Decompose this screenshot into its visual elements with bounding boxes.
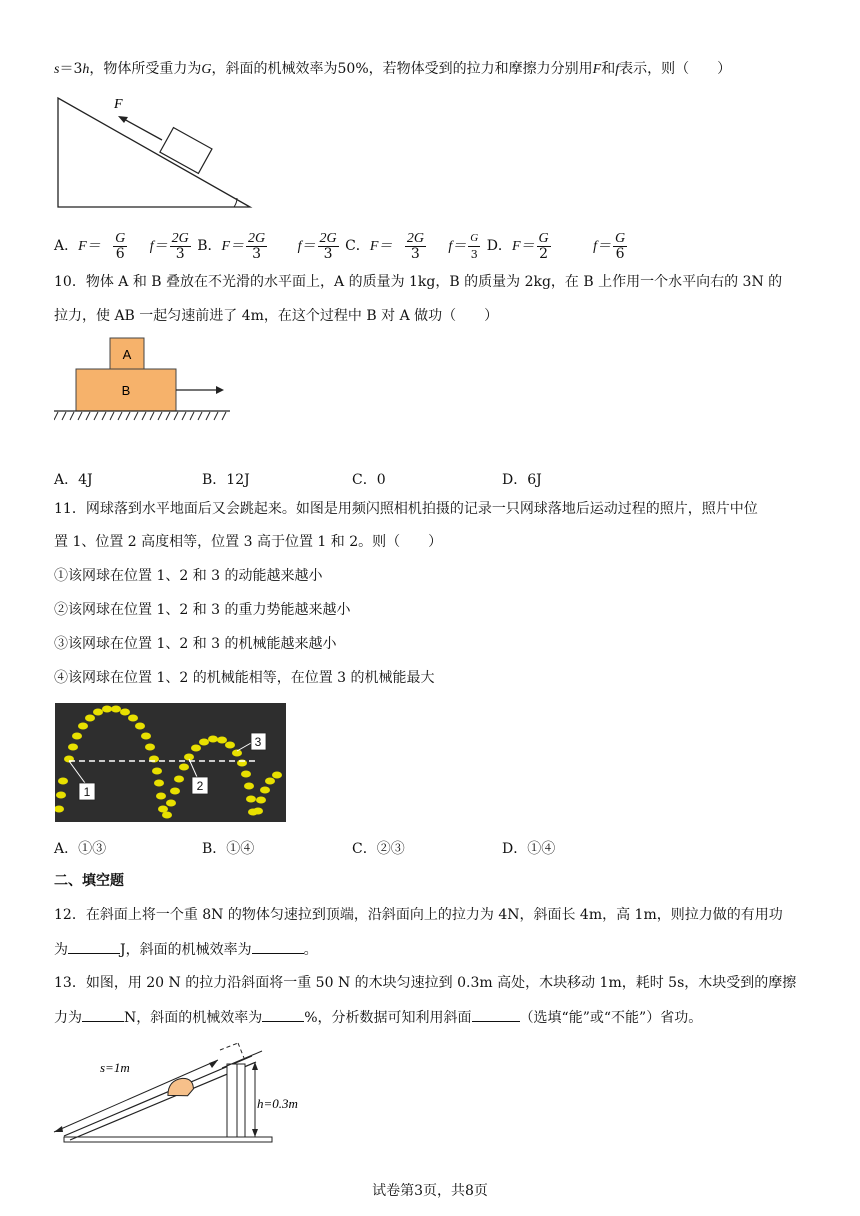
q11-option-C[interactable]: C．②③ [352, 841, 405, 857]
q9-option-D[interactable]: D．F＝ $\frac{G}{2}$ f＝ $\frac{G}{6}$ [486, 230, 626, 262]
q10-option-D[interactable]: D．6J [502, 472, 542, 488]
q10-option-C[interactable]: C．0 [352, 472, 386, 488]
q9-stem-line [54, 59, 731, 80]
q9-frac: $\frac{2G}{3}$ [171, 230, 189, 262]
q13-blank-efficiency[interactable] [262, 1007, 304, 1022]
q10-stem-line2: 拉力，使 AB 一起匀速前进了 4m，在这个过程中 B 对 A 做功（ ） [54, 308, 499, 324]
q13-label-s: s=1m [100, 1060, 130, 1075]
q9-frac: $\frac{2G}{3}$ [319, 230, 337, 262]
q9-frac: $\frac{2G}{3}$ [406, 230, 424, 262]
q9-frac: $\frac{2G}{3}$ [248, 230, 266, 262]
q9-frac: $\frac{G}{6}$ [115, 230, 126, 262]
q10-block-B-label: B [121, 383, 131, 398]
q9-text-and: 和 [601, 61, 616, 77]
q11-stem-line2: 置 1、位置 2 高度相等，位置 3 高于位置 1 和 2。则（ ） [54, 534, 443, 550]
q13-stem-line1: 13．如图，用 20 N 的拉力沿斜面将一重 50 N 的木块匀速拉到 0.3m 高处，木块移动 1m，耗时 5s，木块受到的摩擦 [54, 975, 797, 991]
q11-statement-2: ②该网球在位置 1、2 和 3 的重力势能越来越小 [54, 602, 351, 618]
q13-incline-figure [50, 1036, 380, 1146]
q10-blocks-figure [54, 336, 234, 424]
q13-blank-friction[interactable] [82, 1007, 124, 1022]
q10-option-A[interactable]: A．4J [54, 472, 93, 488]
page-footer: 试卷第3页，共8页 [372, 1183, 488, 1199]
q11-stem-line1: 11．网球落到水平地面后又会跳起来。如图是用频闪照相机拍摄的记录一只网球落地后运动过程的照片，照片中位 [54, 501, 758, 517]
q9-text-end: 表示，则（ ） [619, 61, 732, 77]
q11-option-A[interactable]: A．①③ [54, 841, 107, 857]
q13-stem-line2: 力为 N，斜面的机械效率为 %，分析数据可知利用斜面 （选填“能”或“不能”）省功。 [54, 1007, 702, 1028]
q11-statement-1: ①该网球在位置 1、2 和 3 的动能越来越小 [54, 568, 323, 584]
q10-block-A-label: A [122, 347, 132, 362]
q11-tennis-ball-photo [55, 703, 286, 822]
q12-blank-useful-work[interactable] [68, 939, 120, 954]
q9-frac: $\frac{G}{6}$ [614, 230, 626, 262]
q9-eq: ＝3 [59, 61, 83, 77]
q9-var-F: F [592, 62, 602, 77]
q12-stem-line1: 12．在斜面上将一个重 8N 的物体匀速拉到顶端，沿斜面向上的拉力为 4N，斜面长 4m，高 1m，则拉力做的有用功 [54, 907, 783, 923]
q9-var-f: f [615, 62, 620, 77]
q13-label-h: h=0.3m [257, 1096, 298, 1111]
q11-label-2: 2 [196, 779, 204, 793]
q9-frac: $\frac{G}{3}$ [470, 231, 479, 261]
q9-var-s: s [54, 62, 60, 77]
q9-option-C[interactable]: C．F＝ $\frac{2G}{3}$ f＝ $\frac{G}{3}$ [345, 230, 479, 262]
q9-options [54, 228, 629, 265]
q11-statement-3: ③该网球在位置 1、2 和 3 的机械能越来越小 [54, 636, 337, 652]
q9-text-mid: ，物体所受重力为 [89, 61, 202, 77]
q11-label-3: 3 [254, 735, 262, 749]
q9-var-h: h [82, 62, 90, 77]
q11-option-D[interactable]: D．①④ [502, 841, 556, 857]
q11-option-B[interactable]: B．①④ [202, 841, 255, 857]
q12-blank-efficiency[interactable] [252, 939, 304, 954]
q9-var-G: G [201, 62, 212, 77]
q9-frac: $\frac{G}{2}$ [538, 230, 549, 262]
q9-incline-figure [54, 92, 254, 212]
q11-label-1: 1 [83, 785, 91, 799]
q9-text-rest: ，斜面的机械效率为50%，若物体受到的拉力和摩擦力分别用 [211, 61, 593, 77]
q10-option-B[interactable]: B．12J [202, 472, 250, 488]
section-title: 二、填空题 [54, 873, 124, 889]
q9-option-B[interactable]: B．F＝ $\frac{2G}{3}$ f＝ $\frac{2G}{3}$ [197, 230, 337, 262]
q13-blank-save-work[interactable] [472, 1007, 520, 1022]
q11-statement-4: ④该网球在位置 1、2 的机械能相等，在位置 3 的机械能最大 [54, 670, 435, 686]
q12-stem-line2: 为 J，斜面的机械效率为 。 [54, 939, 318, 960]
q9-option-A[interactable]: A．F＝ $\frac{G}{6}$ f＝ $\frac{2G}{3}$ [54, 230, 189, 262]
q9-label-F: F [114, 97, 123, 112]
q10-stem-line1: 10．物体 A 和 B 叠放在不光滑的水平面上，A 的质量为 1kg，B 的质量为 2kg，在 B 上作用一个水平向右的 3N 的 [54, 274, 783, 290]
